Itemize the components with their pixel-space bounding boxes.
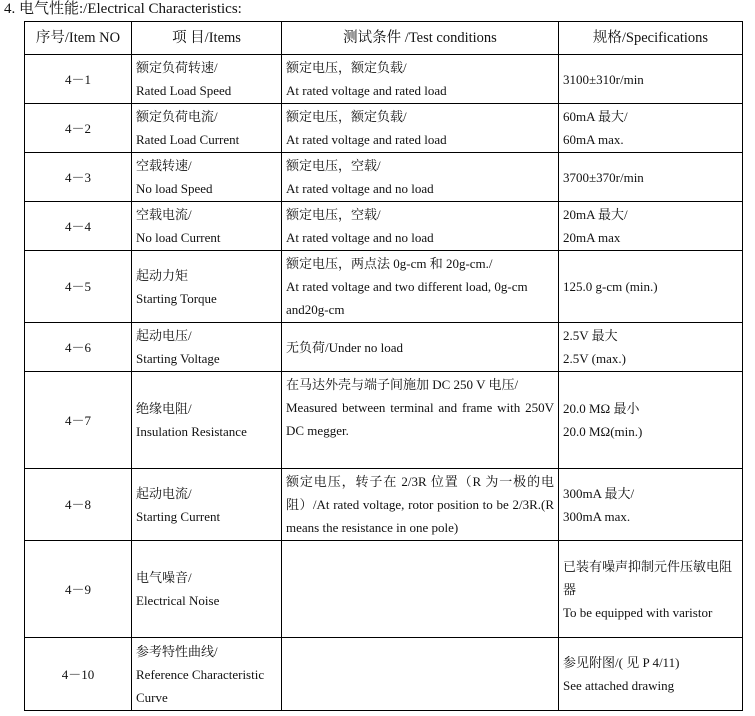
test-condition <box>282 202 559 251</box>
item-name-cn: 起动力矩 <box>136 267 189 283</box>
item-name-en: Insulation Resistance <box>136 424 247 439</box>
condition-line: 在马达外壳与端子间施加 DC 250 V 电压/ <box>286 377 519 392</box>
spec-line: 20.0 MΩ 最小 <box>563 401 640 416</box>
item-name-cn: 起动电流/ <box>136 485 192 501</box>
test-condition <box>282 323 559 372</box>
header-row <box>25 22 743 55</box>
table-row <box>25 104 743 153</box>
condition-line: Measured between terminal and frame with 250V DC megger. <box>286 400 554 438</box>
item-name-en: Starting Torque <box>136 290 217 306</box>
item-name-en: Starting Current <box>136 508 221 524</box>
table-row <box>25 323 743 372</box>
item-name-cn: 额定负荷转速/ <box>136 60 218 75</box>
item-number: 4－6 <box>25 323 132 372</box>
item-number: 4－7 <box>25 372 132 469</box>
item-name-en: Rated Load Speed <box>136 83 232 98</box>
condition-line: 额定电压，空载/ <box>286 207 381 222</box>
section-title: 4. 电气性能:/Electrical Characteristics: <box>4 1 242 17</box>
item-name <box>132 541 282 638</box>
table-row <box>25 202 743 251</box>
test-condition <box>282 469 559 541</box>
test-condition <box>282 104 559 153</box>
item-name-en: Electrical Noise <box>136 593 220 608</box>
specification <box>559 372 743 469</box>
item-number: 4－3 <box>25 153 132 202</box>
item-name-cn: 起动电压/ <box>136 328 192 343</box>
condition-line: 额定电压，两点法 0g-cm 和 20g-cm./ <box>286 256 493 271</box>
test-condition <box>282 638 559 711</box>
table-row <box>25 469 743 541</box>
item-name-cn: 绝缘电阻/ <box>136 401 192 416</box>
item-name <box>132 202 282 251</box>
condition-line: At rated voltage and no load <box>286 230 434 245</box>
header-specifications: 规格/Specifications <box>559 22 743 55</box>
condition-line: 额定电压，转子在 2/3R 位置（R 为一极的电阻）/At rated voltage, rotor position to be 2/3R.(R means the resistance in one pole) <box>286 474 554 535</box>
spec-line: 60mA max. <box>563 132 624 147</box>
table-row <box>25 638 743 711</box>
test-condition <box>282 372 559 469</box>
header-items: 项 目/Items <box>132 22 282 55</box>
spec-line: To be equipped with varistor <box>563 604 713 620</box>
item-name <box>132 469 282 541</box>
item-name-cn: 参考特性曲线/ <box>136 643 218 659</box>
table-row <box>25 251 743 323</box>
item-name-cn: 电气噪音/ <box>136 570 192 585</box>
item-name-en: Rated Load Current <box>136 132 240 147</box>
item-number: 4－2 <box>25 104 132 153</box>
item-name-en: Starting Voltage <box>136 351 220 366</box>
header-test-conditions: 测试条件 /Test conditions <box>282 22 559 55</box>
test-condition <box>282 153 559 202</box>
condition-line: At rated voltage and two different load, 0g-cm and20g-cm <box>286 279 528 317</box>
specification <box>559 541 743 638</box>
item-name <box>132 251 282 323</box>
spec-line: See attached drawing <box>563 678 675 693</box>
test-condition <box>282 541 559 638</box>
header-item-no: 序号/Item NO <box>25 22 132 55</box>
spec-line: 已装有噪声抑制元件压敏电阻器 <box>563 558 733 597</box>
specification <box>559 153 743 202</box>
item-number: 4－4 <box>25 202 132 251</box>
table-row <box>25 153 743 202</box>
table-row <box>25 55 743 104</box>
item-name <box>132 323 282 372</box>
spec-line: 20mA 最大/ <box>563 207 628 222</box>
item-number: 4－1 <box>25 55 132 104</box>
condition-line: 无负荷/Under no load <box>286 339 403 355</box>
spec-line: 125.0 g-cm (min.) <box>563 279 658 294</box>
test-condition <box>282 55 559 104</box>
specification <box>559 202 743 251</box>
item-name-cn: 空载电流/ <box>136 207 192 222</box>
condition-line: At rated voltage and no load <box>286 181 434 196</box>
spec-line: 20.0 MΩ(min.) <box>563 424 643 439</box>
spec-line: 3700±370r/min <box>563 169 644 185</box>
specification <box>559 469 743 541</box>
item-name-en: Reference Characteristic Curve <box>136 666 265 705</box>
condition-line: 额定电压，额定负载/ <box>286 60 407 75</box>
spec-line: 300mA max. <box>563 508 631 524</box>
condition-line: At rated voltage and rated load <box>286 83 447 98</box>
condition-line: 额定电压，额定负载/ <box>286 109 407 124</box>
item-name-en: No load Speed <box>136 181 213 196</box>
item-number: 4－9 <box>25 541 132 638</box>
item-name <box>132 55 282 104</box>
table-row <box>25 541 743 638</box>
specification <box>559 55 743 104</box>
item-name-cn: 空载转速/ <box>136 158 192 173</box>
specification <box>559 251 743 323</box>
item-name-cn: 额定负荷电流/ <box>136 109 218 124</box>
item-name <box>132 638 282 711</box>
spec-line: 参见附图/( 见 P 4/11) <box>563 655 680 670</box>
spec-line: 300mA 最大/ <box>563 485 635 501</box>
electrical-characteristics-table <box>24 21 743 711</box>
item-name <box>132 153 282 202</box>
condition-line: At rated voltage and rated load <box>286 132 447 147</box>
item-number: 4－8 <box>25 469 132 541</box>
test-condition <box>282 251 559 323</box>
item-number: 4－5 <box>25 251 132 323</box>
item-name <box>132 104 282 153</box>
item-name <box>132 372 282 469</box>
item-name-en: No load Current <box>136 230 221 245</box>
spec-line: 3100±310r/min <box>563 71 644 87</box>
table-row <box>25 372 743 469</box>
specification <box>559 323 743 372</box>
spec-line: 20mA max <box>563 230 621 245</box>
specification <box>559 104 743 153</box>
item-number: 4－10 <box>25 638 132 711</box>
condition-line: 额定电压，空载/ <box>286 158 381 173</box>
spec-line: 2.5V (max.) <box>563 351 626 366</box>
spec-line: 2.5V 最大 <box>563 328 618 343</box>
spec-line: 60mA 最大/ <box>563 109 628 124</box>
specification <box>559 638 743 711</box>
